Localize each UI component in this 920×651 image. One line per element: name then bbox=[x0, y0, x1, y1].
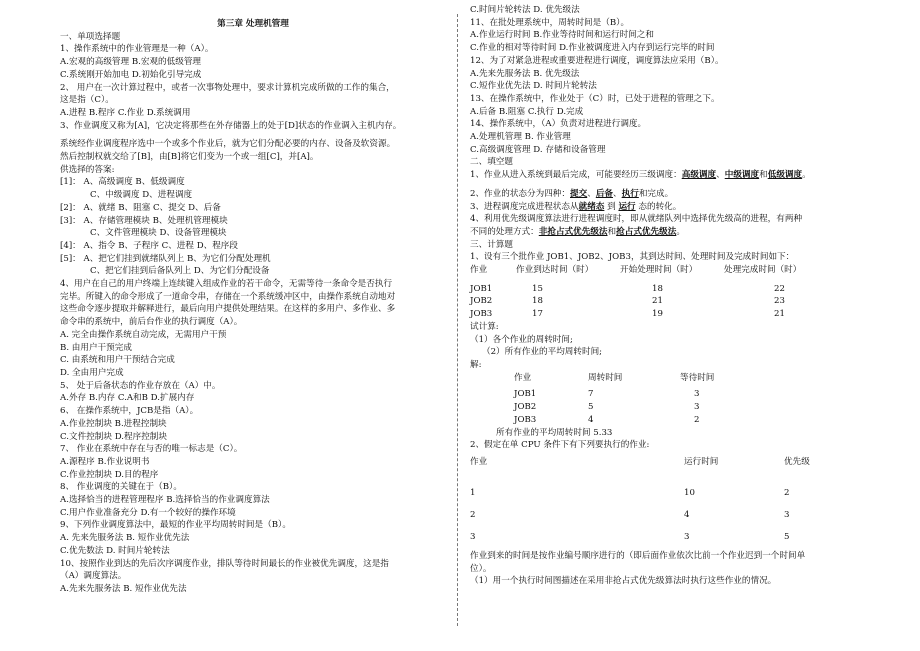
text: 、 bbox=[613, 188, 622, 199]
table-cell: 3 bbox=[470, 532, 476, 543]
section-heading: 一、单项选择题 bbox=[60, 31, 121, 42]
column-divider bbox=[457, 14, 458, 626]
choice-line: [4]： A、指令 B、子程序 C、进程 D、程序段 bbox=[60, 240, 238, 251]
table-cell: JOB3 bbox=[470, 309, 493, 320]
question: 这是指（C）。 bbox=[60, 95, 114, 106]
options: A.源程序 B.作业说明书 bbox=[60, 456, 150, 467]
table-cell: 15 bbox=[532, 283, 543, 294]
options: C.短作业优先法 D. 时间片轮转法 bbox=[470, 81, 597, 92]
options: C.时间片轮转法 D. 优先级法 bbox=[470, 5, 580, 15]
table-cell: JOB2 bbox=[514, 402, 537, 413]
choice-line: [1]： A、高级调度 B、低级调度 bbox=[60, 177, 185, 188]
table-header-row bbox=[470, 264, 810, 277]
question: 这些命令逐步提取并解释进行，最后向用户提供处理结果。在这样的多用户、多作业、多 bbox=[60, 304, 396, 315]
table-header-row bbox=[470, 456, 830, 478]
question: 4、用户在自己的用户终端上连续键入组成作业的若干命令，无需等待一条命令是否执行 bbox=[60, 279, 393, 290]
text: 、 bbox=[716, 170, 725, 181]
question: 14、操作系统中，（A）负责对进程进行调度。 bbox=[470, 119, 647, 130]
question: 2、 用户在一次计算过程中，或者一次事物处理中，要求计算机完成所做的工作的集合， bbox=[60, 82, 395, 93]
table-cell: JOB2 bbox=[470, 296, 493, 307]
table-header: 作业 bbox=[514, 372, 532, 383]
question: 完毕。所键入的命令形成了一道命令串，存储在一个系统缓冲区中，由操作系统自动地对 bbox=[60, 291, 396, 302]
question: 10、按照作业到达的先后次序调度作业，排队等待时间最长的作业被优先调度，这是指 bbox=[60, 558, 389, 569]
options: A.选择恰当的进程管理程序 B.选择恰当的作业调度算法 bbox=[60, 495, 270, 506]
average-result: 所有作业的平均周转时间 5.33 bbox=[496, 427, 613, 438]
note: 位）。 bbox=[470, 563, 492, 574]
table-cell: 22 bbox=[774, 283, 785, 294]
options: A.先来先服务法 B. 优先级法 bbox=[470, 68, 580, 79]
question: （A）调度算法。 bbox=[60, 571, 127, 582]
section-heading: 二、填空题 bbox=[470, 157, 513, 168]
question: 命令串的系统中，前后台作业的执行调度（A）。 bbox=[60, 317, 243, 328]
choice-line: C、文件管理模块 D、设备管理模块 bbox=[90, 228, 227, 239]
table-row bbox=[514, 414, 774, 427]
calc-question-2: 2、假定在单 CPU 条件下有下列要执行的作业: bbox=[470, 440, 650, 451]
question: 13、在操作系统中，作业处于（C）时，已处于进程的管理之下。 bbox=[470, 93, 720, 104]
question: 8、 作业调度的关键在于（B）。 bbox=[60, 482, 182, 493]
turnaround-table bbox=[514, 372, 774, 427]
options: A.进程 B.程序 C.作业 D.系统调用 bbox=[60, 107, 191, 118]
table-row bbox=[470, 283, 810, 296]
table-cell: JOB3 bbox=[514, 414, 537, 425]
section-heading: 三、计算题 bbox=[470, 239, 513, 250]
table-cell: 18 bbox=[652, 283, 663, 294]
job-table bbox=[470, 264, 810, 321]
table-header: 周转时间 bbox=[588, 372, 623, 383]
text: 。 bbox=[802, 170, 811, 181]
answer: 就绪态 bbox=[578, 201, 605, 212]
text: 和完成。 bbox=[638, 188, 674, 199]
table-header: 作业 bbox=[470, 265, 488, 276]
options: A.处理机管理 B. 作业管理 bbox=[470, 132, 571, 143]
options: A. 先来先服务法 B. 短作业优先法 bbox=[60, 533, 190, 544]
table-header: 作业到达时间（时） bbox=[516, 265, 594, 276]
text: 。 bbox=[676, 226, 685, 237]
table-cell: 3 bbox=[684, 532, 690, 543]
table-header: 开始处理时间（时） bbox=[620, 265, 698, 276]
table-cell: 21 bbox=[774, 309, 785, 320]
solution-label: 解: bbox=[470, 359, 482, 370]
table-cell: 1 bbox=[470, 488, 476, 499]
choice-line: [3]： A、存储管理模块 B、处理机管理模块 bbox=[60, 215, 228, 226]
paragraph: 然后控制权就交给了[B]，由[B]将它们变为一个或一组[C]，并[A]。 bbox=[60, 152, 319, 163]
table-cell: 3 bbox=[694, 389, 700, 400]
question: 6、 在操作系统中，JCB是指（A）。 bbox=[60, 406, 199, 417]
right-column bbox=[470, 4, 850, 588]
sub-question: （1）各个作业的周转时间; bbox=[470, 334, 573, 345]
table-header: 处理完成时间（时） bbox=[724, 265, 802, 276]
chapter-title: 第三章 处理机管理 bbox=[217, 19, 289, 29]
fill-question-4: 4、利用优先级调度算法进行进程调度时，即从就绪队列中选择优先级高的进程，有两种 bbox=[470, 214, 803, 225]
table-row bbox=[470, 522, 830, 544]
answer: 运行 bbox=[618, 201, 636, 212]
sub-question: （2）所有作业的平均周转时间; bbox=[482, 347, 603, 358]
table-cell: 19 bbox=[652, 309, 663, 320]
text: 2、作业的状态分为四种： bbox=[470, 188, 570, 199]
table-row bbox=[514, 388, 774, 401]
table-row bbox=[470, 308, 810, 321]
table-cell: 10 bbox=[684, 488, 695, 499]
table-cell: 4 bbox=[588, 414, 594, 425]
question: 12、为了对紧急进程或重要进程进行调度，调度算法应采用（B）。 bbox=[470, 55, 724, 66]
table-cell: 23 bbox=[774, 296, 785, 307]
options: C. 由系统和用户干预结合完成 bbox=[60, 355, 175, 366]
fill-question-2 bbox=[470, 188, 850, 201]
options: A.作业控制块 B.进程控制块 bbox=[60, 418, 167, 429]
paragraph: 供选择的答案: bbox=[60, 164, 115, 175]
table-cell: 2 bbox=[694, 414, 700, 425]
calc-question-1: 1、设有三个批作业 JOB1、JOB2、JOB3，其到达时间、处理时间及完成时间如下： bbox=[470, 252, 795, 263]
options: A.后备 B.阻塞 C.执行 D.完成 bbox=[470, 106, 584, 117]
answer: 高级调度 bbox=[681, 170, 717, 181]
answer: 中级调度 bbox=[724, 170, 760, 181]
answer: 执行 bbox=[621, 188, 639, 199]
question: 11、在批处理系统中，周转时间是（B）。 bbox=[470, 17, 630, 28]
options: D. 全由用户完成 bbox=[60, 367, 124, 378]
text: 和 bbox=[759, 170, 768, 181]
question: 5、 处于后备状态的作业存放在（A）中。 bbox=[60, 380, 221, 391]
table-cell: 17 bbox=[532, 309, 543, 320]
text: 和 bbox=[607, 226, 617, 237]
options: A.宏观的高级管理 B.宏观的低级管理 bbox=[60, 57, 202, 68]
question: 9、下列作业调度算法中，最短的作业平均周转时间是（B）。 bbox=[60, 520, 291, 531]
table-cell: 2 bbox=[470, 510, 476, 521]
text: 不同的处理方式： bbox=[470, 226, 539, 237]
options: C.文件控制块 D.程序控制块 bbox=[60, 431, 167, 442]
table-cell: 3 bbox=[784, 510, 790, 521]
table-row bbox=[470, 295, 810, 308]
table-row bbox=[514, 401, 774, 414]
fill-question-1 bbox=[470, 169, 850, 182]
table-cell: 5 bbox=[588, 402, 594, 413]
left-column bbox=[60, 18, 446, 596]
table-cell: 3 bbox=[694, 402, 700, 413]
text: 、 bbox=[587, 188, 596, 199]
note: 作业到来的时间是按作业编号顺序进行的（即后面作业依次比前一个作业迟到一个时间单 bbox=[470, 550, 806, 561]
note: （1）用一个执行时间图描述在采用非抢占式优先级算法时执行这些作业的情况。 bbox=[470, 576, 777, 587]
question: 3、作业调度又称为[A]，它决定将那些在外存储器上的处于[D]状态的作业调入主机内存。 bbox=[60, 120, 402, 131]
text: 到 bbox=[604, 201, 619, 212]
options: A.先来先服务法 B. 短作业优先法 bbox=[60, 583, 187, 594]
answer: 低级调度 bbox=[767, 170, 803, 181]
table-cell: JOB1 bbox=[470, 283, 493, 294]
table-row bbox=[470, 500, 830, 522]
options: C.系统刚开始加电 D.初始化引导完成 bbox=[60, 69, 202, 80]
table-cell: JOB1 bbox=[514, 389, 537, 400]
choice-line: [2]： A、就绪 B、阻塞 C、提交 D、后备 bbox=[60, 202, 221, 213]
table-header: 作业 bbox=[470, 456, 488, 467]
table-header: 等待时间 bbox=[680, 372, 715, 383]
options: C.优先数法 D. 时间片轮转法 bbox=[60, 545, 170, 556]
table-cell: 21 bbox=[652, 296, 663, 307]
table-cell: 18 bbox=[532, 296, 543, 307]
answer: 后备 bbox=[595, 188, 614, 199]
options: A.外存 B.内存 C.A和B D.扩展内存 bbox=[60, 393, 195, 404]
text: 1、作业从进入系统到最后完成，可能要经历三级调度： bbox=[470, 170, 682, 181]
priority-table bbox=[470, 456, 830, 544]
options: C.高级调度管理 D. 存储和设备管理 bbox=[470, 144, 606, 155]
text: 态的转化。 bbox=[635, 201, 682, 212]
table-cell: 5 bbox=[784, 532, 790, 543]
answer: 抢占式优先级法 bbox=[616, 226, 677, 237]
options: A.作业运行时间 B.作业等待时间和运行时间之和 bbox=[470, 30, 654, 41]
answer: 非抢占式优先级法 bbox=[538, 226, 608, 237]
table-cell: 4 bbox=[684, 510, 690, 521]
paragraph: 系统经作业调度程序选中一个或多个作业后，就为它们分配必要的内存、设备及软资源。 bbox=[60, 139, 396, 150]
question: 1、操作系统中的作业管理是一种（A）。 bbox=[60, 44, 214, 55]
options: C.作业的相对等待时间 D.作业被调度进入内存到运行完毕的时间 bbox=[470, 43, 715, 54]
fill-question-3 bbox=[470, 201, 850, 214]
fill-question-4-cont bbox=[470, 226, 850, 239]
options: B. 由用户干预完成 bbox=[60, 342, 132, 353]
answer: 提交 bbox=[570, 188, 588, 199]
text: 3、进程调度完成进程状态从 bbox=[470, 201, 579, 212]
options: C.用户作业准备充分 D.有一个较好的操作环境 bbox=[60, 507, 236, 518]
question: 7、 作业在系统中存在与否的唯一标志是（C）。 bbox=[60, 444, 243, 455]
options: C.作业控制块 D.目的程序 bbox=[60, 469, 159, 480]
options: A. 完全由操作系统自动完成，无需用户干预 bbox=[60, 329, 227, 340]
text: 试计算: bbox=[470, 321, 499, 332]
choice-line: [5]： A、把它们挂到就绪队列上 B、为它们分配处理机 bbox=[60, 253, 271, 264]
table-cell: 2 bbox=[784, 488, 790, 499]
table-header-row bbox=[514, 372, 774, 385]
choice-line: C、把它们挂到后备队列上 D、为它们分配设备 bbox=[90, 266, 270, 277]
table-header: 运行时间 bbox=[684, 456, 719, 467]
table-header: 优先级 bbox=[784, 456, 810, 467]
table-row bbox=[470, 478, 830, 500]
choice-line: C、中级调度 D、进程调度 bbox=[90, 190, 193, 201]
table-cell: 7 bbox=[588, 389, 594, 400]
